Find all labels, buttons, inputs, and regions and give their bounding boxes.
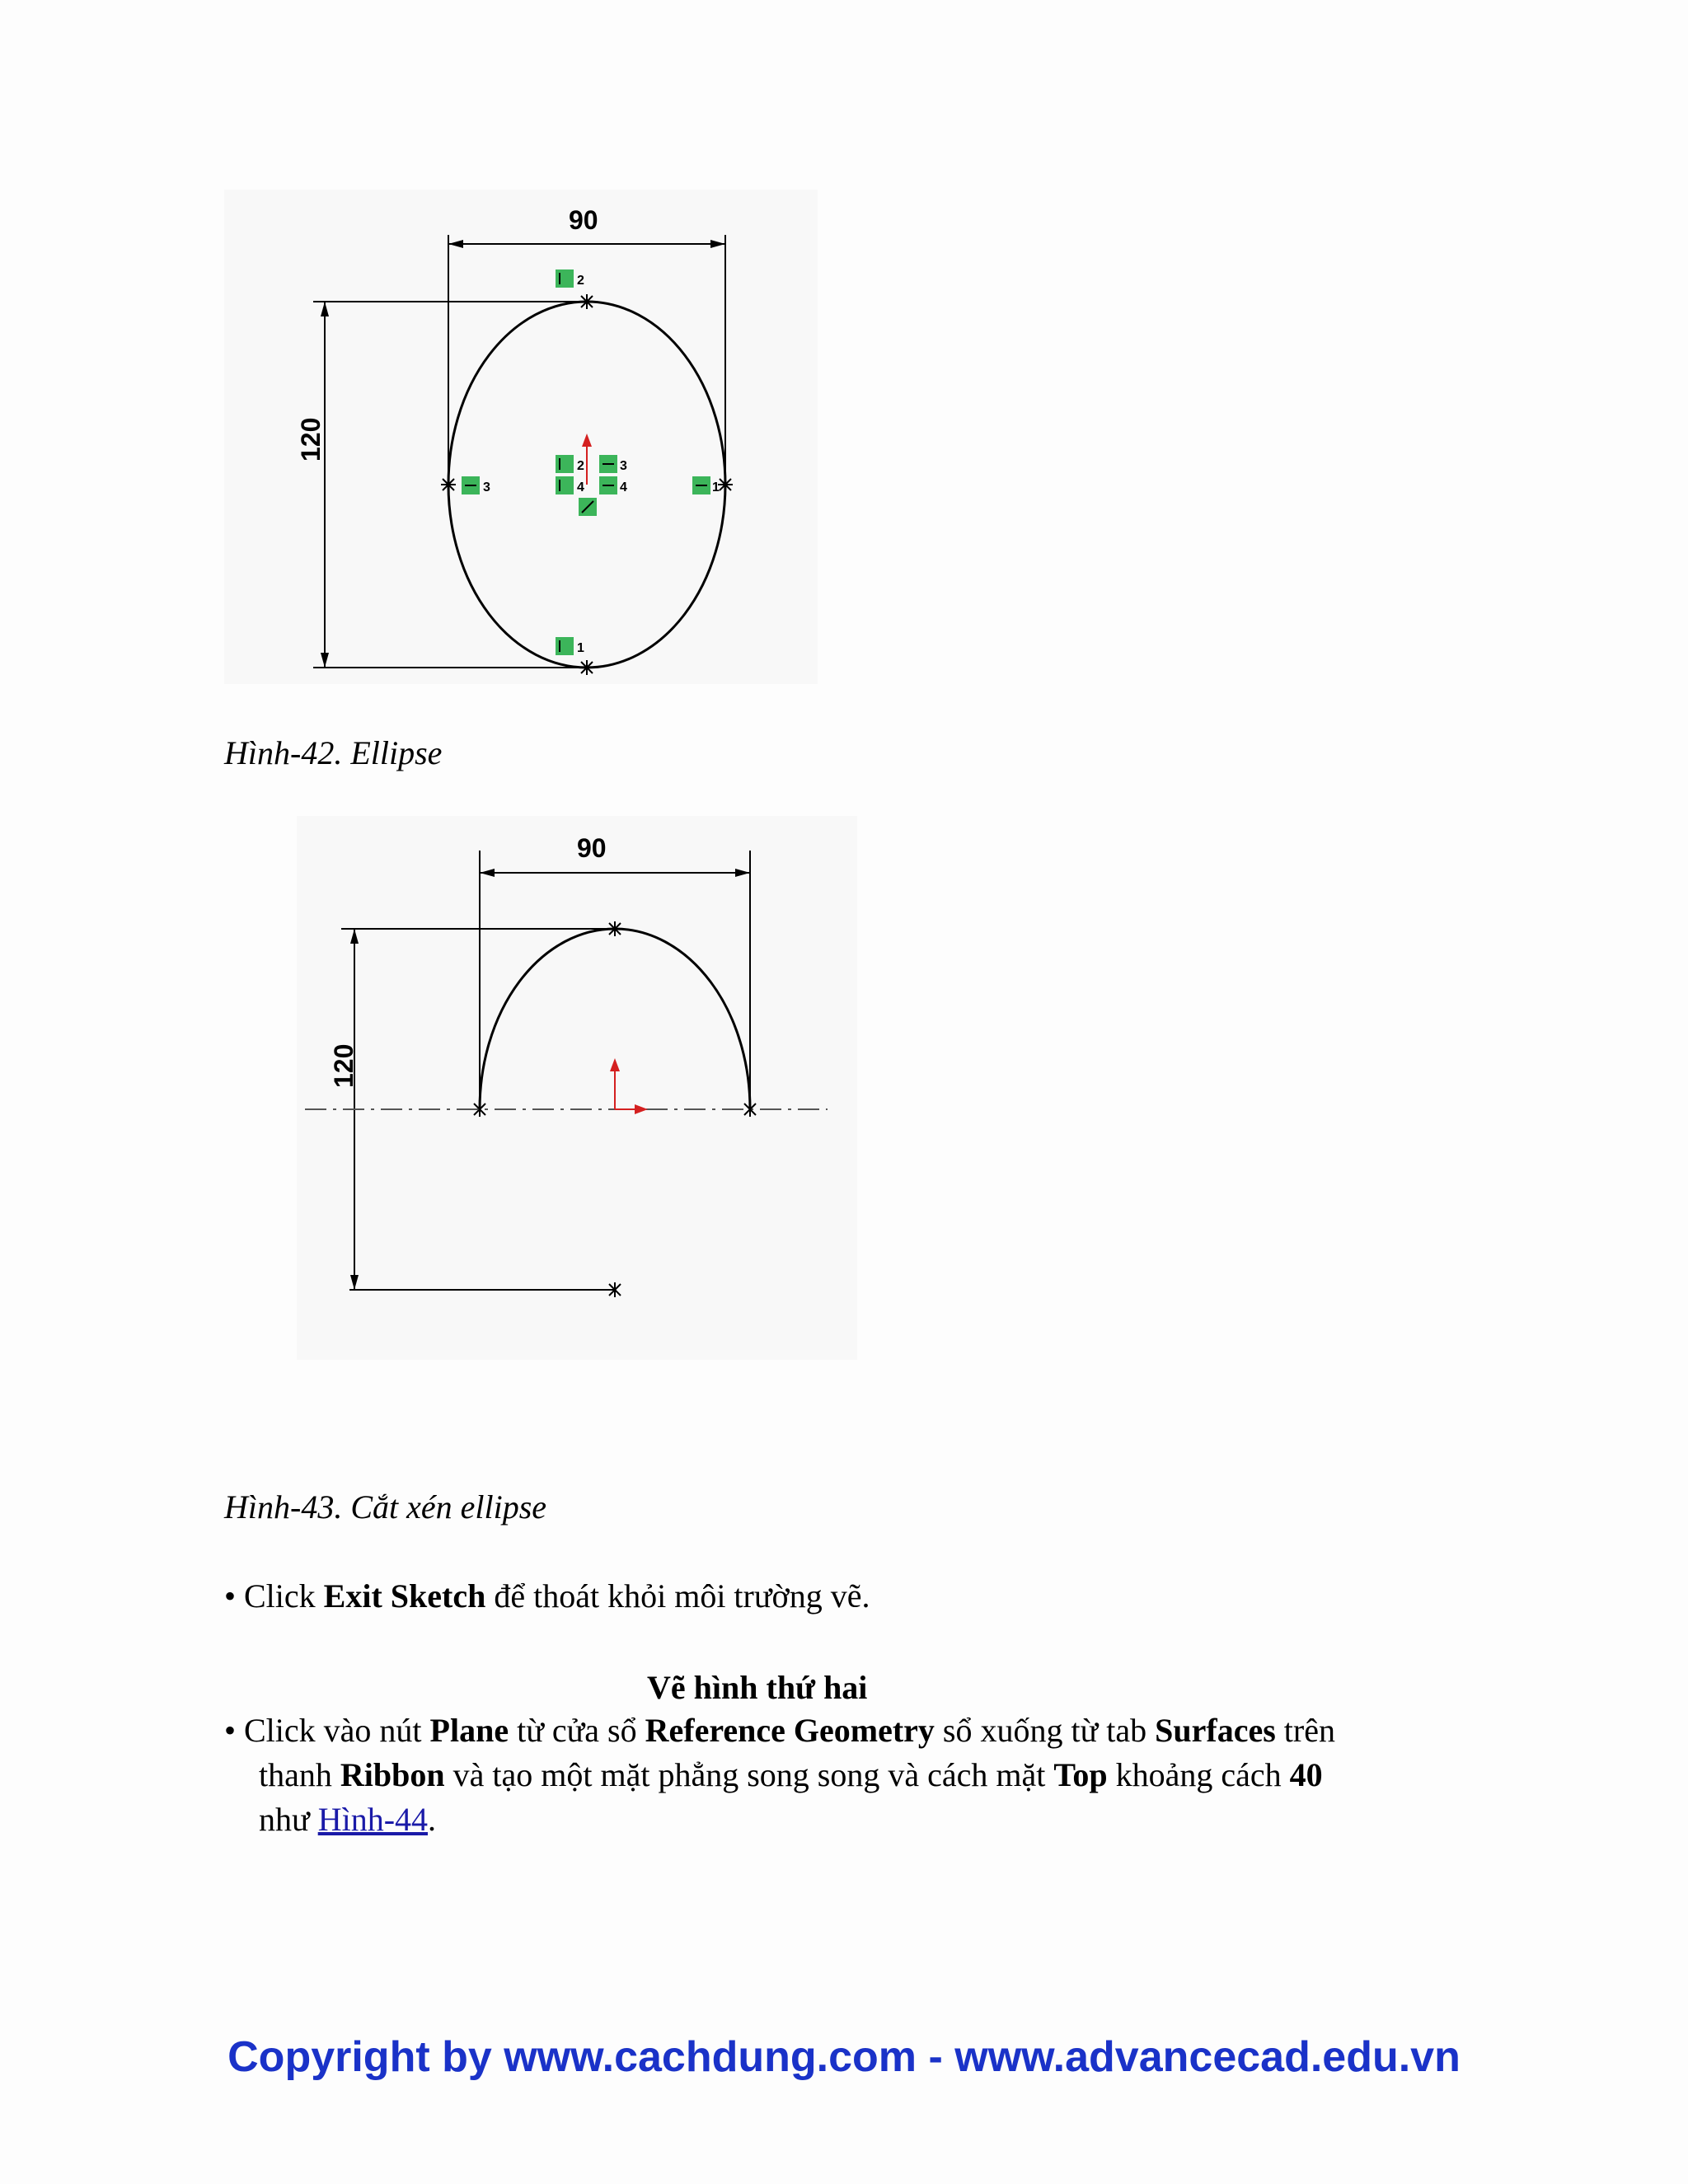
plane-instruction: • Click vào nút Plane từ cửa sổ Reference Geometry sổ xuống từ tab Surfaces trên thanh Ribbon và tạo một mặt phẳng song song và cách mặt Top khoảng cách 40 như Hình-44.	[224, 1712, 1335, 1838]
figure-43-caption: Hình-43. Cắt xén ellipse	[224, 1488, 547, 1526]
relation-label: 1	[712, 480, 720, 494]
figure-42-caption: Hình-42. Ellipse	[224, 734, 443, 771]
exit-sketch-instruction: • Click Exit Sketch để thoát khỏi môi trường vẽ.	[224, 1577, 870, 1615]
trimmed-ellipse-sketch	[297, 816, 857, 1360]
figure-42	[224, 190, 818, 684]
relation-label: 4	[577, 480, 584, 494]
height-dimension-label: 120	[329, 1043, 359, 1088]
ellipse-sketch	[224, 190, 818, 684]
width-dimension-label: 90	[577, 833, 607, 863]
copyright-footer: Copyright by www.cachdung.com - www.advancecad.edu.vn	[227, 2033, 1461, 2081]
section-heading: Vẽ hình thứ hai	[647, 1669, 868, 1706]
relation-label: 4	[620, 480, 627, 494]
relation-label: 1	[577, 641, 584, 655]
relation-label: 3	[483, 480, 490, 494]
width-dimension-label: 90	[569, 205, 598, 235]
relation-label: 3	[620, 459, 627, 473]
figure-44-link[interactable]: Hình-44	[317, 1801, 429, 1838]
relation-label: 2	[577, 459, 584, 473]
height-dimension-label: 120	[296, 417, 326, 462]
figure-43	[297, 816, 857, 1360]
relation-label: 2	[577, 274, 584, 288]
